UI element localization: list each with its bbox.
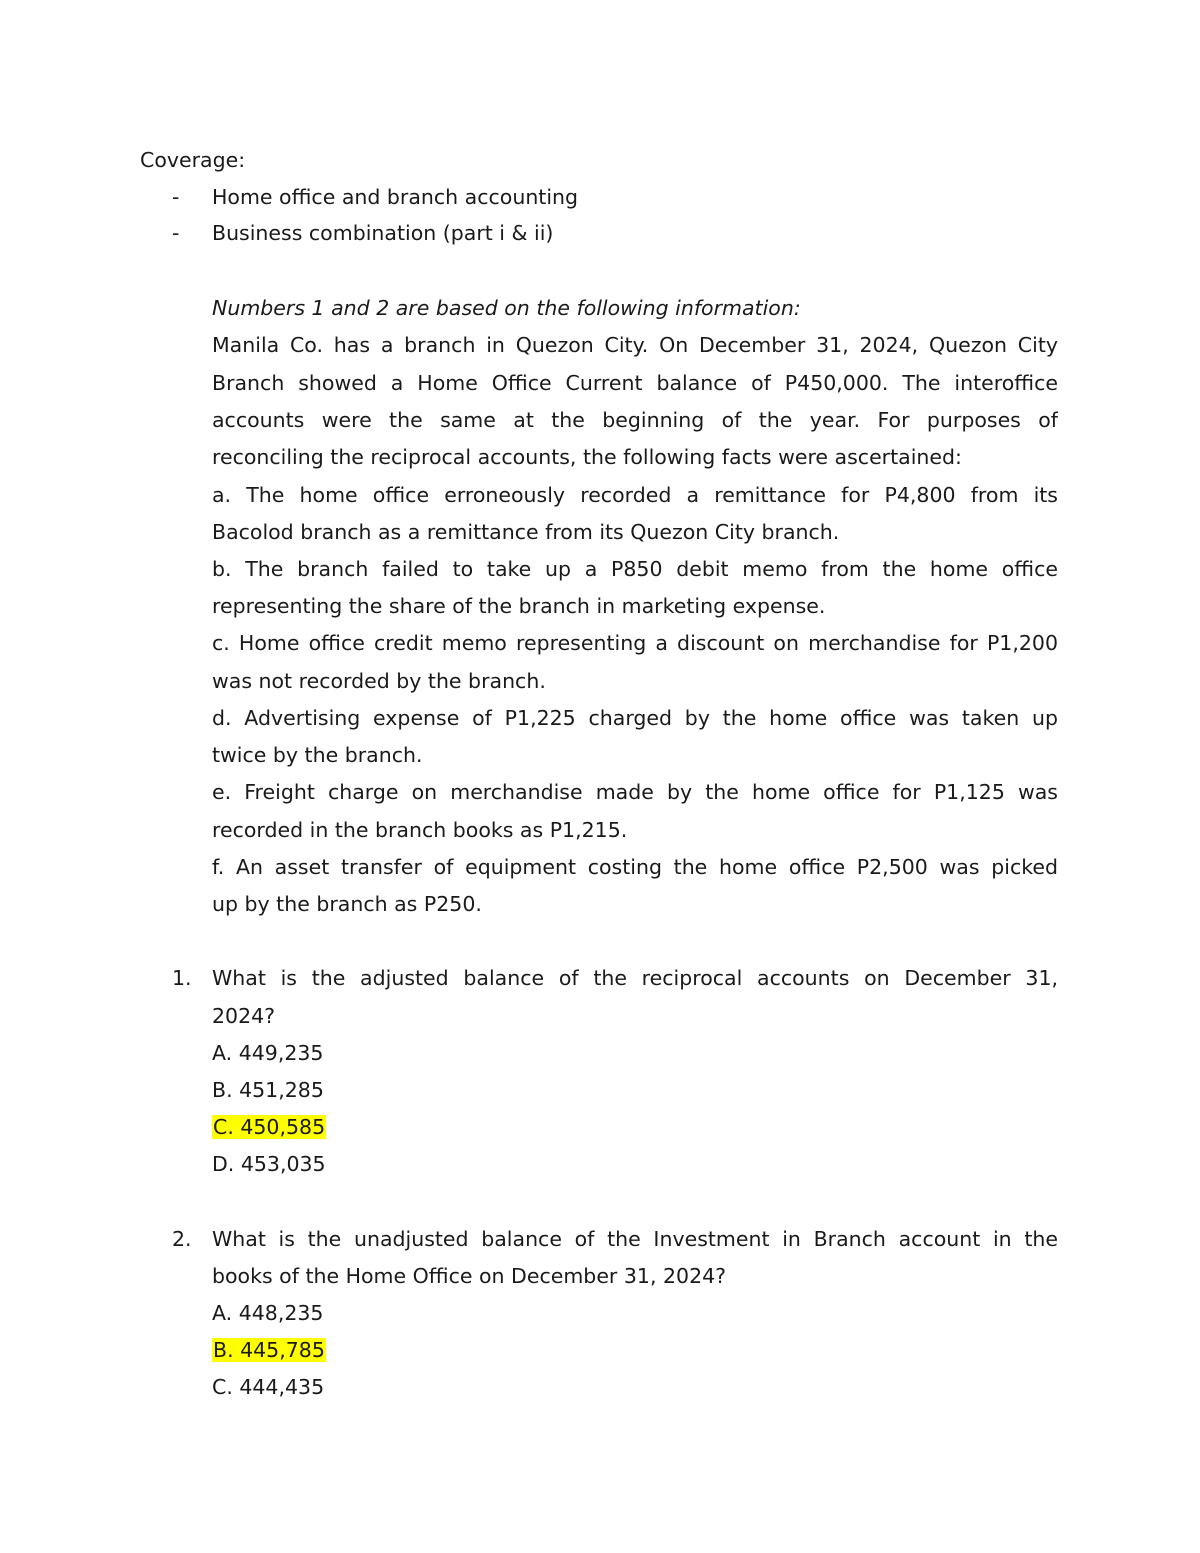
fact-line: e. Freight charge on merchandise made by the home office for P1,125 was <box>212 780 1058 804</box>
fact-line: Bacolod branch as a remittance from its Quezon City branch. <box>212 520 840 544</box>
coverage-bullet: - <box>172 221 180 245</box>
intro-text: Numbers 1 and 2 are based on the following information: <box>212 296 801 320</box>
answer-option-text: B. 445,785 <box>213 1338 325 1362</box>
question-number: 2. <box>172 1227 192 1251</box>
answer-option-highlighted <box>212 1338 326 1362</box>
fact-line: b. The branch failed to take up a P850 debit memo from the home office <box>212 557 1058 581</box>
answer-option-text: A. 449,235 <box>212 1041 324 1065</box>
answer-option <box>212 1301 323 1325</box>
paragraph-line: accounts were the same at the beginning of the year. For purposes of <box>212 408 1058 432</box>
coverage-item: Business combination (part i & ii) <box>212 221 554 245</box>
paragraph-line: reconciling the reciprocal accounts, the following facts were ascertained: <box>212 445 962 469</box>
answer-option-highlighted <box>212 1115 326 1139</box>
question-number: 1. <box>172 966 192 990</box>
answer-option-text: B. 451,285 <box>212 1078 324 1102</box>
answer-option <box>212 1375 324 1399</box>
fact-line: recorded in the branch books as P1,215. <box>212 818 628 842</box>
fact-line: was not recorded by the branch. <box>212 669 546 693</box>
answer-option-text: C. 444,435 <box>212 1375 325 1399</box>
question-text: 2024? <box>212 1004 276 1028</box>
answer-option-text: A. 448,235 <box>212 1301 324 1325</box>
coverage-bullet: - <box>172 185 180 209</box>
paragraph-line: Manila Co. has a branch in Quezon City. On December 31, 2024, Quezon City <box>212 333 1058 357</box>
fact-line: f. An asset transfer of equipment costing the home office P2,500 was picked <box>212 855 1058 879</box>
answer-option <box>212 1041 323 1065</box>
answer-option-text: D. 453,035 <box>212 1152 326 1176</box>
question-text: What is the adjusted balance of the reciprocal accounts on December 31, <box>212 966 1058 990</box>
answer-option <box>212 1078 324 1102</box>
fact-line: up by the branch as P250. <box>212 892 482 916</box>
paragraph-line: Branch showed a Home Office Current balance of P450,000. The interoffice <box>212 371 1058 395</box>
question-text: What is the unadjusted balance of the Investment in Branch account in the <box>212 1227 1058 1251</box>
fact-line: twice by the branch. <box>212 743 423 767</box>
question-text: books of the Home Office on December 31, 2024? <box>212 1264 727 1288</box>
answer-option <box>212 1152 326 1176</box>
fact-line: representing the share of the branch in marketing expense. <box>212 594 826 618</box>
fact-line: d. Advertising expense of P1,225 charged by the home office was taken up <box>212 706 1058 730</box>
fact-line: a. The home office erroneously recorded a remittance for P4,800 from its <box>212 483 1058 507</box>
coverage-title: Coverage: <box>140 148 246 172</box>
coverage-item: Home office and branch accounting <box>212 185 579 209</box>
answer-option-text: C. 450,585 <box>213 1115 326 1139</box>
fact-line: c. Home office credit memo representing a discount on merchandise for P1,200 <box>212 631 1058 655</box>
